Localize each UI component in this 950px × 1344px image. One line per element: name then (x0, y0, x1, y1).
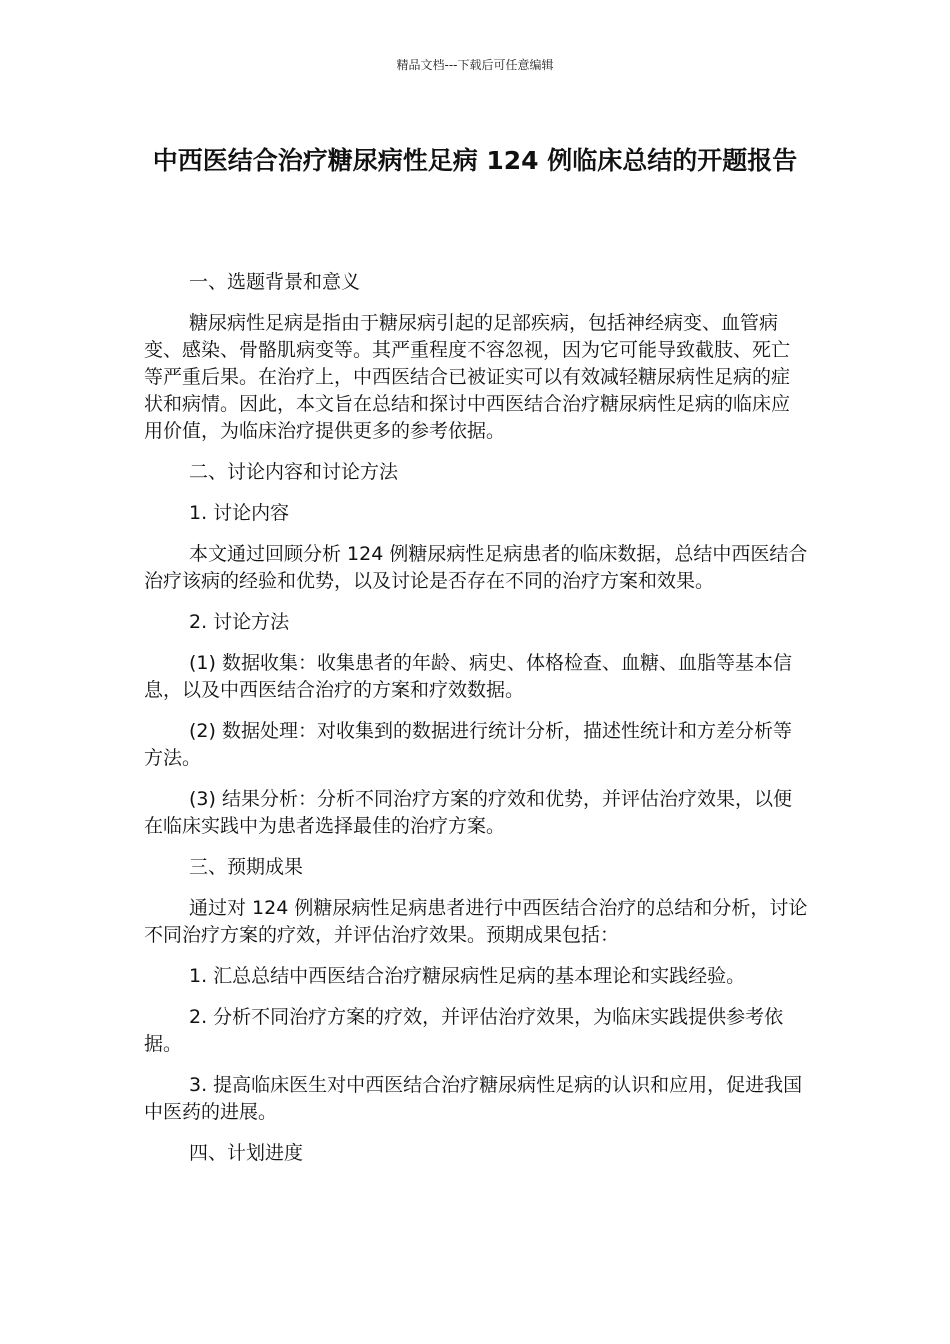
header-note: 精品文档---下载后可任意编辑 (396, 58, 554, 72)
method-item-data-collection: (1) 数据收集：收集患者的年龄、病史、体格检查、血糖、血脂等基本信息，以及中西医结合治疗的方案和疗效数据。 (144, 652, 792, 701)
expected-result-item-3: 3. 提高临床医生对中西医结合治疗糖尿病性足病的认识和应用，促进我国中医药的进展。 (144, 1074, 803, 1123)
document-body (144, 269, 808, 1181)
subheading-discussion-content: 1. 讨论内容 (189, 502, 290, 524)
section-heading-expected-results: 三、预期成果 (189, 856, 304, 878)
method-item-data-processing: (2) 数据处理：对收集到的数据进行统计分析，描述性统计和方差分析等方法。 (144, 720, 792, 769)
section-heading-discussion: 二、讨论内容和讨论方法 (189, 461, 399, 483)
subheading-discussion-method: 2. 讨论方法 (189, 611, 290, 633)
paragraph-background: 糖尿病性足病是指由于糖尿病引起的足部疾病，包括神经病变、血管病变、感染、骨骼肌病变等。其严重程度不容忽视，因为它可能导致截肢、死亡等严重后果。在治疗上，中西医结合已被证实可以有效减轻糖尿病性足病的症状和病情。因此，本文旨在总结和探讨中西医结合治疗糖尿病性足病的临床应用价值，为临床治疗提供更多的参考依据。 (144, 312, 791, 442)
expected-result-item-2: 2. 分析不同治疗方案的疗效，并评估治疗效果，为临床实践提供参考依据。 (144, 1006, 784, 1055)
method-item-result-analysis: (3) 结果分析：分析不同治疗方案的疗效和优势，并评估治疗效果，以便在临床实践中为患者选择最佳的治疗方案。 (144, 788, 792, 837)
document-title: 中西医结合治疗糖尿病性足病 124 例临床总结的开题报告 (152, 146, 798, 175)
section-heading-schedule: 四、计划进度 (189, 1142, 304, 1164)
paragraph-discussion-content: 本文通过回顾分析 124 例糖尿病性足病患者的临床数据，总结中西医结合治疗该病的经验和优势，以及讨论是否存在不同的治疗方案和效果。 (144, 543, 808, 592)
expected-result-item-1: 1. 汇总总结中西医结合治疗糖尿病性足病的基本理论和实践经验。 (189, 965, 746, 987)
paragraph-expected-results: 通过对 124 例糖尿病性足病患者进行中西医结合治疗的总结和分析，讨论不同治疗方案的疗效，并评估治疗效果。预期成果包括： (144, 897, 808, 946)
section-heading-background: 一、选题背景和意义 (189, 271, 361, 293)
